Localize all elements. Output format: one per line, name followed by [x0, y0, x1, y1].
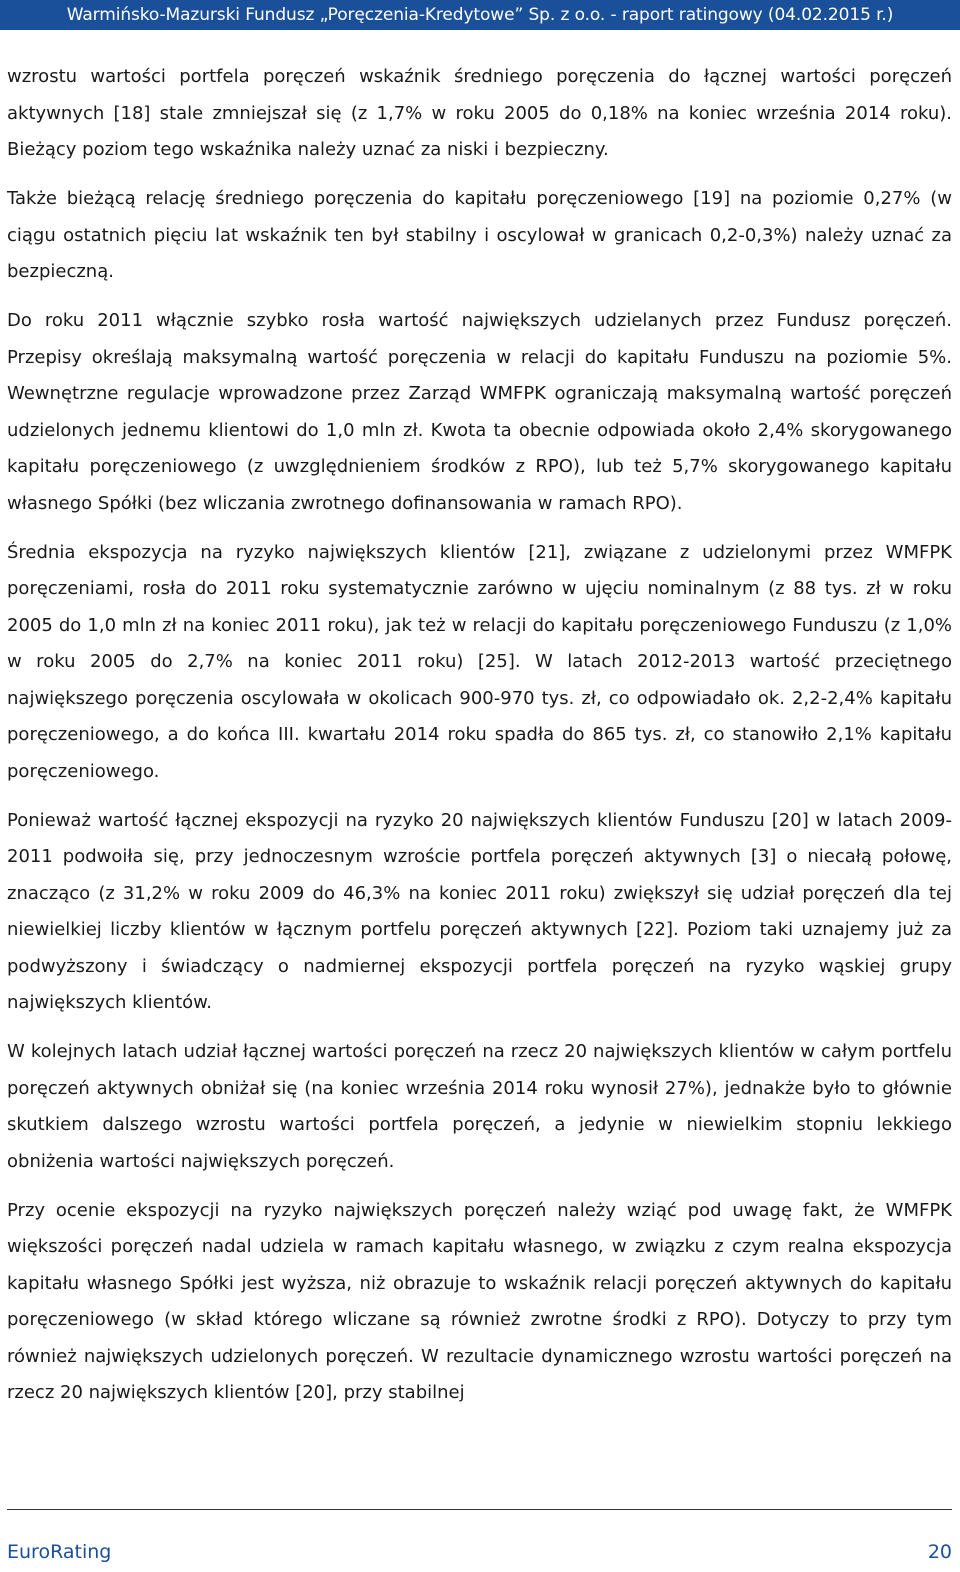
paragraph: W kolejnych latach udział łącznej wartości poręczeń na rzecz 20 największych klientów w całym portfelu poręczeń aktywnych obniżał się (na koniec września 2014 roku wynosił 27%), jednakże było to głównie skutkiem dalszego wzrostu wartości portfela poręczeń, a jedynie w niewielkim stopniu lekkiego obniżenia wartości największych poręczeń.	[7, 1041, 952, 1172]
paragraph: Ponieważ wartość łącznej ekspozycji na ryzyko 20 największych klientów Funduszu [20] w latach 2009-2011 podwoiła się, przy jednoczesnym wzroście portfela poręczeń aktywnych [3] o niecałą połowę, znacząco (z 31,2% w roku 2009 do 46,3% na koniec 2011 roku) zwiększył się udział poręczeń dla tej niewielkiej liczby klientów w łącznym portfelu poręczeń aktywnych [22]. Poziom taki uznajemy już za podwyższony i świadczący o nadmiernej ekspozycji portfela poręczeń na ryzyko wąskiej grupy największych klientów.	[7, 809, 952, 1013]
paragraph: wzrostu wartości portfela poręczeń wskaźnik średniego poręczenia do łącznej wartości poręczeń aktywnych [18] stale zmniejszał się (z 1,7% w roku 2005 do 0,18% na koniec września 2014 roku). Bieżący poziom tego wskaźnika należy uznać za niski i bezpieczny.	[7, 66, 952, 160]
paragraph: Do roku 2011 włącznie szybko rosła wartość największych udzielanych przez Fundusz poręczeń. Przepisy określają maksymalną wartość poręczenia w relacji do kapitału Funduszu na poziomie 5%. Wewnętrzne regulacje wprowadzone przez Zarząd WMFPK ograniczają maksymalną wartość poręczeń udzielonych jednemu klientowi do 1,0 mln zł. Kwota ta obecnie odpowiada około 2,4% skorygowanego kapitału poręczeniowego (z uwzględnieniem środków z RPO), lub też 5,7% skorygowanego kapitału własnego Spółki (bez wliczania zwrotnego dofinansowania w ramach RPO).	[7, 310, 952, 514]
paragraph: Także bieżącą relację średniego poręczenia do kapitału poręczeniowego [19] na poziomie 0,27% (w ciągu ostatnich pięciu lat wskaźnik ten był stabilny i oscylował w granicach 0,2-0,3%) należy uznać za bezpieczną.	[7, 188, 952, 282]
paragraph: Średnia ekspozycja na ryzyko największych klientów [21], związane z udzielonymi przez WMFPK poręczeniami, rosła do 2011 roku systematycznie zarówno w ujęciu nominalnym (z 88 tys. zł w roku 2005 do 1,0 mln zł na koniec 2011 roku), jak też w relacji do kapitału poręczeniowego Funduszu (z 1,0% w roku 2005 do 2,7% na koniec 2011 roku) [25]. W latach 2012-2013 wartość przeciętnego największego poręczenia oscylowała w okolicach 900-970 tys. zł, co odpowiadało ok. 2,2-2,4% kapitału poręczeniowego, a do końca III. kwartału 2014 roku spadła do 865 tys. zł, co stanowiło 2,1% kapitału poręczeniowego.	[7, 541, 952, 782]
report-title: Warmińsko-Mazurski Fundusz „Poręczenia-Kredytowe” Sp. z o.o. - raport ratingowy (04.02.2015 r.)	[66, 5, 894, 25]
document-body	[7, 59, 952, 1424]
page-header	[0, 0, 960, 30]
paragraph: Przy ocenie ekspozycji na ryzyko największych poręczeń należy wziąć pod uwagę fakt, że WMFPK większości poręczeń nadal udziela w ramach kapitału własnego, w związku z czym realna ekspozycja kapitału własnego Spółki jest wyższa, niż obrazuje to wskaźnik relacji poręczeń aktywnych do kapitału poręczeniowego (w skład którego wliczane są również zwrotne środki z RPO). Dotyczy to przy tym również największych udzielonych poręczeń. W rezultacie dynamicznego wzrostu wartości poręczeń na rzecz 20 największych klientów [20], przy stabilnej	[7, 1199, 952, 1403]
footer-brand: EuroRating	[7, 1541, 112, 1563]
page-number: 20	[927, 1541, 952, 1563]
footer-divider	[7, 1509, 952, 1510]
